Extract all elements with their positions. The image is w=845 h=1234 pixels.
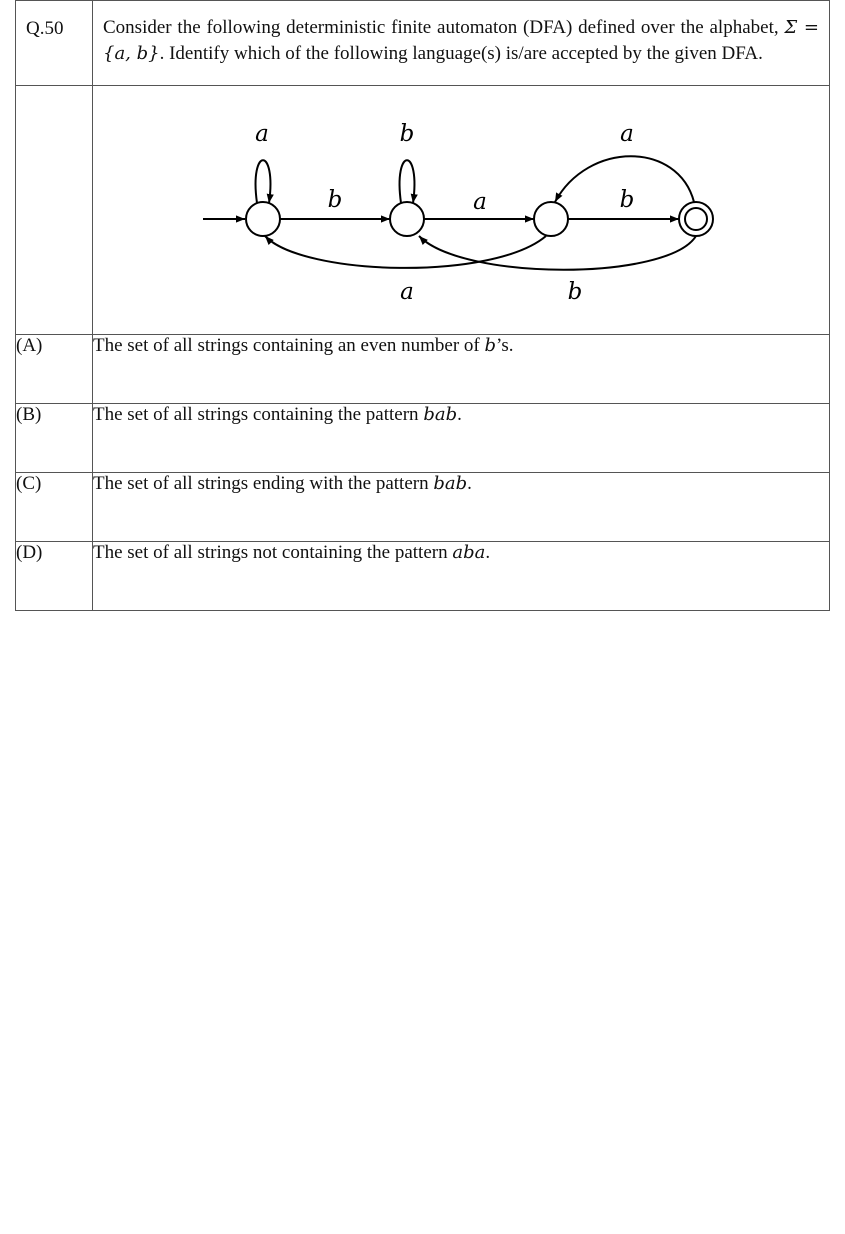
- option-label: (B): [16, 404, 93, 473]
- edge-q2-q0-a: [265, 236, 546, 268]
- label-q1-q2: a: [473, 189, 487, 215]
- edge-q0-self-a: [256, 160, 271, 203]
- diagram-cell: [93, 86, 830, 335]
- option-text-after: .: [467, 473, 472, 494]
- option-text-after: ’s.: [496, 335, 514, 356]
- question-stem: [93, 1, 829, 85]
- stem-text-part1: Consider the following deterministic finite automaton (DFA) defined over the alphabet,: [103, 17, 785, 38]
- diagram-row: [16, 86, 830, 335]
- option-math: b: [484, 335, 497, 356]
- option-text-before: The set of all strings ending with the pattern: [93, 473, 434, 494]
- option-row-b: [16, 404, 830, 473]
- label-q3-q2: a: [620, 121, 634, 147]
- question-number-cell: [16, 1, 93, 86]
- option-text-before: The set of all strings containing an even number of: [93, 335, 485, 356]
- label-q2-q3: b: [619, 187, 635, 213]
- option-text: [93, 473, 830, 542]
- label-q3-q1: b: [567, 279, 583, 305]
- alphabet-math: Σ = {a, b}: [103, 17, 820, 64]
- option-text: [93, 542, 830, 611]
- label-q1-self: b: [399, 121, 415, 147]
- question-stem-row: [16, 1, 830, 86]
- option-text-before: The set of all strings containing the pattern: [93, 404, 424, 425]
- option-text-after: .: [485, 542, 491, 563]
- option-label: (D): [16, 542, 93, 611]
- diagram-number-cell: [16, 86, 93, 335]
- option-math: bab: [433, 473, 468, 494]
- question-number: Q.50: [26, 18, 64, 39]
- option-label: (C): [16, 473, 93, 542]
- dfa-state-q0: [246, 202, 280, 236]
- dfa-state-q1: [390, 202, 424, 236]
- option-text-before: The set of all strings not containing the pattern: [93, 542, 453, 563]
- label-q2-q0: a: [400, 279, 414, 305]
- edge-q1-self-b: [400, 160, 415, 203]
- option-math: aba: [452, 542, 486, 563]
- option-row-c: [16, 473, 830, 542]
- dfa-diagram: [93, 86, 830, 329]
- label-q0-self: a: [255, 121, 269, 147]
- dfa-state-q2: [534, 202, 568, 236]
- option-row-d: [16, 542, 830, 611]
- option-text: [93, 335, 830, 404]
- question-table: [15, 0, 830, 611]
- option-label: (A): [16, 335, 93, 404]
- option-text-after: .: [457, 404, 462, 425]
- question-stem-cell: [93, 1, 830, 86]
- option-text: [93, 404, 830, 473]
- option-row-a: [16, 335, 830, 404]
- label-q0-q1: b: [327, 187, 343, 213]
- stem-text-part2: . Identify which of the following language(s) is/are accepted by the given DFA.: [159, 43, 763, 64]
- option-math: bab: [423, 404, 458, 425]
- dfa-state-q3-accept-ring: [685, 208, 707, 230]
